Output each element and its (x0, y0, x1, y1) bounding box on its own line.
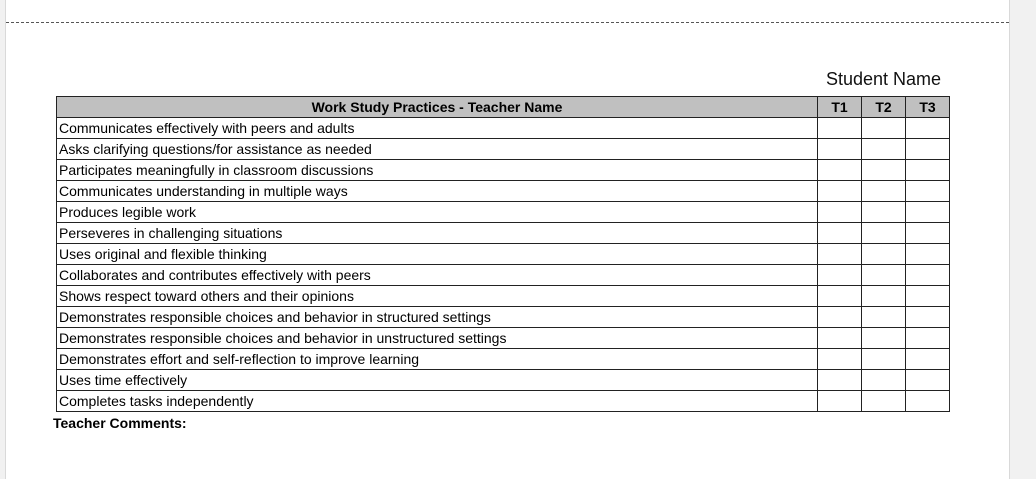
table-row (57, 286, 950, 307)
table-row (57, 328, 950, 349)
document-page (5, 0, 1010, 479)
t2-cell[interactable] (862, 370, 906, 391)
t1-cell[interactable] (818, 139, 862, 160)
t2-cell[interactable] (862, 223, 906, 244)
t1-cell[interactable] (818, 202, 862, 223)
t1-cell[interactable] (818, 181, 862, 202)
practice-cell: Demonstrates effort and self-reflection to improve learning (57, 349, 818, 370)
practice-cell: Produces legible work (57, 202, 818, 223)
table-row (57, 265, 950, 286)
t3-cell[interactable] (906, 181, 950, 202)
t3-cell[interactable] (906, 160, 950, 181)
practice-cell: Uses original and flexible thinking (57, 244, 818, 265)
t1-cell[interactable] (818, 244, 862, 265)
t3-cell[interactable] (906, 391, 950, 412)
t2-cell[interactable] (862, 265, 906, 286)
t3-cell[interactable] (906, 139, 950, 160)
t3-cell[interactable] (906, 244, 950, 265)
t2-cell[interactable] (862, 307, 906, 328)
table-row (57, 349, 950, 370)
table-row (57, 370, 950, 391)
practice-cell: Perseveres in challenging situations (57, 223, 818, 244)
t1-cell[interactable] (818, 391, 862, 412)
term-header-t1: T1 (818, 97, 862, 118)
practice-cell: Participates meaningfully in classroom discussions (57, 160, 818, 181)
t3-cell[interactable] (906, 286, 950, 307)
term-header-t2: T2 (862, 97, 906, 118)
practice-cell: Shows respect toward others and their opinions (57, 286, 818, 307)
t2-cell[interactable] (862, 202, 906, 223)
t1-cell[interactable] (818, 307, 862, 328)
t2-cell[interactable] (862, 118, 906, 139)
practice-column-header: Work Study Practices - Teacher Name (57, 97, 818, 118)
t3-cell[interactable] (906, 307, 950, 328)
practice-cell: Communicates effectively with peers and adults (57, 118, 818, 139)
t1-cell[interactable] (818, 265, 862, 286)
t2-cell[interactable] (862, 286, 906, 307)
practice-cell: Completes tasks independently (57, 391, 818, 412)
t2-cell[interactable] (862, 391, 906, 412)
term-header-t3: T3 (906, 97, 950, 118)
table-row (57, 391, 950, 412)
table-row (57, 181, 950, 202)
table-header-row (57, 97, 950, 118)
t3-cell[interactable] (906, 223, 950, 244)
t1-cell[interactable] (818, 286, 862, 307)
t2-cell[interactable] (862, 349, 906, 370)
table-row (57, 118, 950, 139)
student-name[interactable]: Student Name (826, 69, 942, 89)
table-row (57, 139, 950, 160)
practice-cell: Demonstrates responsible choices and behavior in unstructured settings (57, 328, 818, 349)
t1-cell[interactable] (818, 370, 862, 391)
practice-cell: Communicates understanding in multiple ways (57, 181, 818, 202)
t3-cell[interactable] (906, 265, 950, 286)
t3-cell[interactable] (906, 349, 950, 370)
table-row (57, 307, 950, 328)
t1-cell[interactable] (818, 349, 862, 370)
t1-cell[interactable] (818, 118, 862, 139)
practice-cell: Uses time effectively (57, 370, 818, 391)
t3-cell[interactable] (906, 370, 950, 391)
page-break-rule (6, 22, 1009, 23)
practice-cell: Demonstrates responsible choices and behavior in structured settings (57, 307, 818, 328)
t2-cell[interactable] (862, 160, 906, 181)
t1-cell[interactable] (818, 328, 862, 349)
practice-cell: Collaborates and contributes effectively with peers (57, 265, 818, 286)
t3-cell[interactable] (906, 202, 950, 223)
t2-cell[interactable] (862, 328, 906, 349)
t3-cell[interactable] (906, 118, 950, 139)
t1-cell[interactable] (818, 223, 862, 244)
table-row (57, 244, 950, 265)
t2-cell[interactable] (862, 181, 906, 202)
teacher-comments-label: Teacher Comments: (53, 415, 187, 431)
practice-cell: Asks clarifying questions/for assistance as needed (57, 139, 818, 160)
t1-cell[interactable] (818, 160, 862, 181)
work-study-practices-table (56, 96, 950, 412)
t2-cell[interactable] (862, 139, 906, 160)
table-row (57, 202, 950, 223)
t2-cell[interactable] (862, 244, 906, 265)
t3-cell[interactable] (906, 328, 950, 349)
table-row (57, 223, 950, 244)
table-row (57, 160, 950, 181)
